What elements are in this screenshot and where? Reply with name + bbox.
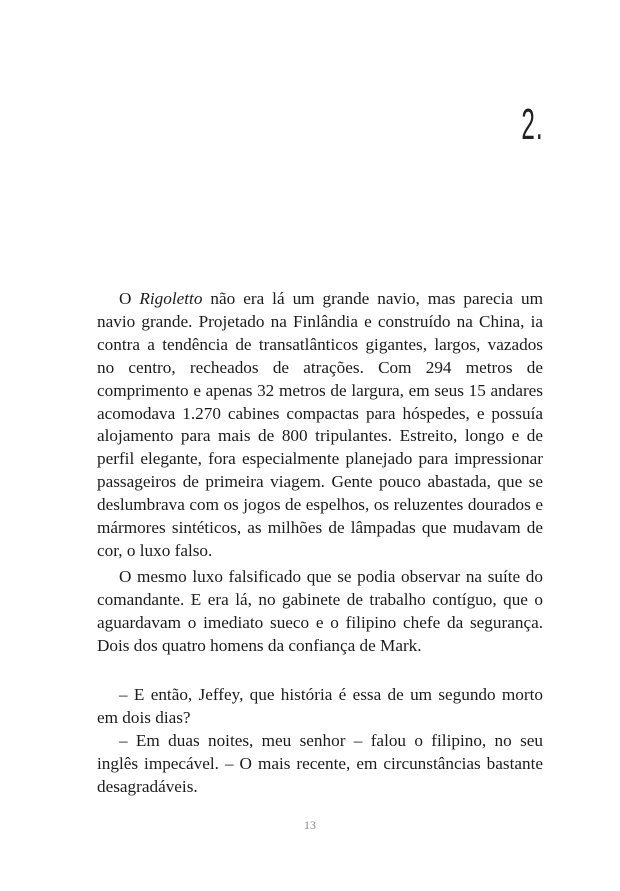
paragraph-text: O mesmo luxo falsificado que se podia observar na suíte do comandante. E era lá, no gabinete de trabalho contíguo, que o aguardavam o imediato sueco e o filipino chefe da segurança. Dois dos quatro homens da confiança de Mark. xyxy=(97,567,543,655)
paragraph-text: não era lá um grande navio, mas parecia um navio grande. Projetado na Finlândia e construído na China, ia contra a tendência de transatlânticos gigantes, largos, vazados no centro, recheados de atrações. Com 294 metros de comprimento e apenas 32 metros de largura, em seus 15 andares acomodava 1.270 cabines compactas para hóspedes, e possuía alojamento para mais de 800 tripulantes. Estreito, longo e de perfil elegante, fora especialmente planejado para impressionar passageiros de primeira viagem. Gente pouco abastada, que se deslumbrava com os jogos de espelhos, os reluzentes dourados e mármores sintéticos, as milhões de lâmpadas que mudavam de cor, o luxo falso. xyxy=(97,289,543,560)
ship-name: Rigoletto xyxy=(139,289,203,308)
page-number: 13 xyxy=(304,818,316,832)
dialogue-line xyxy=(97,684,543,730)
paragraph-lead: O xyxy=(119,289,140,308)
dialogue-text: – Em duas noites, meu senhor – falou o filipino, no seu inglês impecável. – O mais recente, em circunstâncias bastante desagradáveis. xyxy=(97,731,543,796)
paragraph-commander-suite xyxy=(97,566,543,658)
dialogue-text: – E então, Jeffey, que história é essa de um segundo morto em dois dias? xyxy=(97,685,543,727)
paragraph-ship-description xyxy=(97,288,543,563)
chapter-number: 2. xyxy=(521,100,544,149)
dialogue-line xyxy=(97,730,543,799)
